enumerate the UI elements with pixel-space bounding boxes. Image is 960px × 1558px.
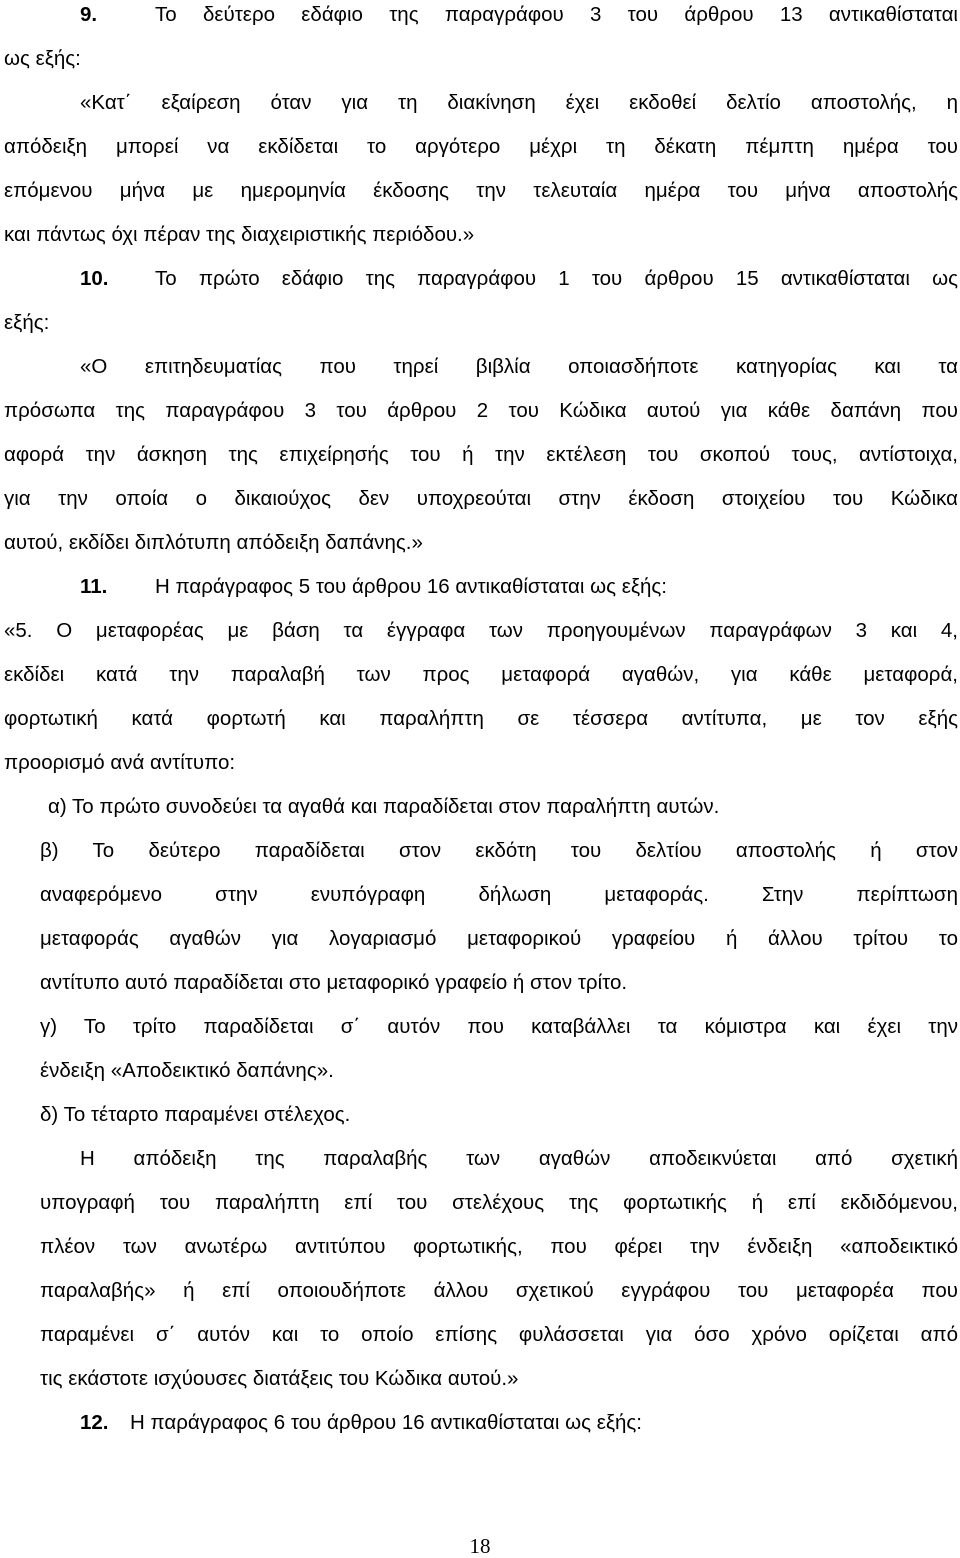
- receipt-line-6: τις εκάστοτε ισχύουσες διατάξεις του Κώδικα αυτού.»: [40, 1367, 519, 1390]
- quote-11-line-2: εκδίδει κατά την παραλαβή των προς μεταφορά αγαθών, για κάθε μεταφορά,: [4, 663, 958, 686]
- paragraph-9-line-1: Το δεύτερο εδάφιο της παραγράφου 3 του άρθρου 13 αντικαθίσταται: [155, 3, 958, 26]
- item-c-line-2: ένδειξη «Αποδεικτικό δαπάνης».: [40, 1059, 334, 1082]
- quote-11-line-1: «5. Ο μεταφορέας με βάση τα έγγραφα των προηγουμένων παραγράφων 3 και 4,: [4, 619, 958, 642]
- quote-11-line-4: προορισμό ανά αντίτυπο:: [4, 751, 236, 774]
- item-b-line-4: αντίτυπο αυτό παραδίδεται στο μεταφορικό γραφείο ή στον τρίτο.: [40, 971, 628, 994]
- item-a: α) Το πρώτο συνοδεύει τα αγαθά και παραδίδεται στον παραλήπτη αυτών.: [48, 795, 720, 818]
- paragraph-10-line-2: εξής:: [4, 311, 50, 334]
- paragraph-9-line-2: ως εξής:: [4, 47, 81, 70]
- quote-9-line-4: και πάντως όχι πέραν της διαχειριστικής περιόδου.»: [4, 223, 475, 246]
- quote-10-line-3: αφορά την άσκηση της επιχείρησής του ή την εκτέλεση του σκοπού τους, αντίστοιχα,: [4, 443, 958, 466]
- paragraph-10-number: 10.: [80, 267, 109, 290]
- item-b-line-3: μεταφοράς αγαθών για λογαριασμό μεταφορικού γραφείου ή άλλου τρίτου το: [40, 927, 958, 950]
- receipt-line-4: παραλαβής» ή επί οποιουδήποτε άλλου σχετικού εγγράφου του μεταφορέα που: [40, 1279, 958, 1302]
- item-b-line-2: αναφερόμενο στην ενυπόγραφη δήλωση μεταφοράς. Στην περίπτωση: [40, 883, 958, 906]
- receipt-line-1: Η απόδειξη της παραλαβής των αγαθών αποδεικνύεται από σχετική: [80, 1147, 958, 1170]
- page-number: 18: [469, 1534, 491, 1558]
- paragraph-11-number: 11.: [80, 575, 108, 598]
- quote-10-line-2: πρόσωπα της παραγράφου 3 του άρθρου 2 του Κώδικα αυτού για κάθε δαπάνη που: [4, 399, 958, 422]
- item-b-line-1: β) Το δεύτερο παραδίδεται στον εκδότη του δελτίου αποστολής ή στον: [40, 839, 958, 862]
- paragraph-12-number: 12.: [80, 1411, 109, 1434]
- quote-11-line-3: φορτωτική κατά φορτωτή και παραλήπτη σε τέσσερα αντίτυπα, με τον εξής: [4, 707, 958, 730]
- receipt-line-3: πλέον των ανωτέρω αντιτύπου φορτωτικής, που φέρει την ένδειξη «αποδεικτικό: [40, 1235, 958, 1258]
- quote-9-line-3: επόμενου μήνα με ημερομηνία έκδοσης την τελευταία ημέρα του μήνα αποστολής: [4, 179, 958, 202]
- quote-10-line-1: «Ο επιτηδευματίας που τηρεί βιβλία οποιασδήποτε κατηγορίας και τα: [80, 355, 958, 378]
- paragraph-9-number: 9.: [80, 3, 98, 26]
- paragraph-12-text: Η παράγραφος 6 του άρθρου 16 αντικαθίσταται ως εξής:: [130, 1411, 642, 1434]
- quote-10-line-4: για την οποία ο δικαιούχος δεν υποχρεούται στην έκδοση στοιχείου του Κώδικα: [4, 487, 958, 510]
- paragraph-11-text: Η παράγραφος 5 του άρθρου 16 αντικαθίσταται ως εξής:: [155, 575, 667, 598]
- receipt-line-2: υπογραφή του παραλήπτη επί του στελέχους της φορτωτικής ή επί εκδιδόμενου,: [40, 1191, 958, 1214]
- quote-9-line-1: «Κατ΄ εξαίρεση όταν για τη διακίνηση έχει εκδοθεί δελτίο αποστολής, η: [80, 91, 958, 114]
- item-d: δ) Το τέταρτο παραμένει στέλεχος.: [40, 1103, 351, 1126]
- quote-9-line-2: απόδειξη μπορεί να εκδίδεται το αργότερο μέχρι τη δέκατη πέμπτη ημέρα του: [4, 135, 958, 158]
- paragraph-10-line-1: Το πρώτο εδάφιο της παραγράφου 1 του άρθρου 15 αντικαθίσταται ως: [155, 267, 958, 290]
- receipt-line-5: παραμένει σ΄ αυτόν και το οποίο επίσης φυλάσσεται για όσο χρόνο ορίζεται από: [40, 1323, 958, 1346]
- quote-10-line-5: αυτού, εκδίδει διπλότυπη απόδειξη δαπάνης.»: [4, 531, 423, 554]
- item-c-line-1: γ) Το τρίτο παραδίδεται σ΄ αυτόν που καταβάλλει τα κόμιστρα και έχει την: [40, 1015, 958, 1038]
